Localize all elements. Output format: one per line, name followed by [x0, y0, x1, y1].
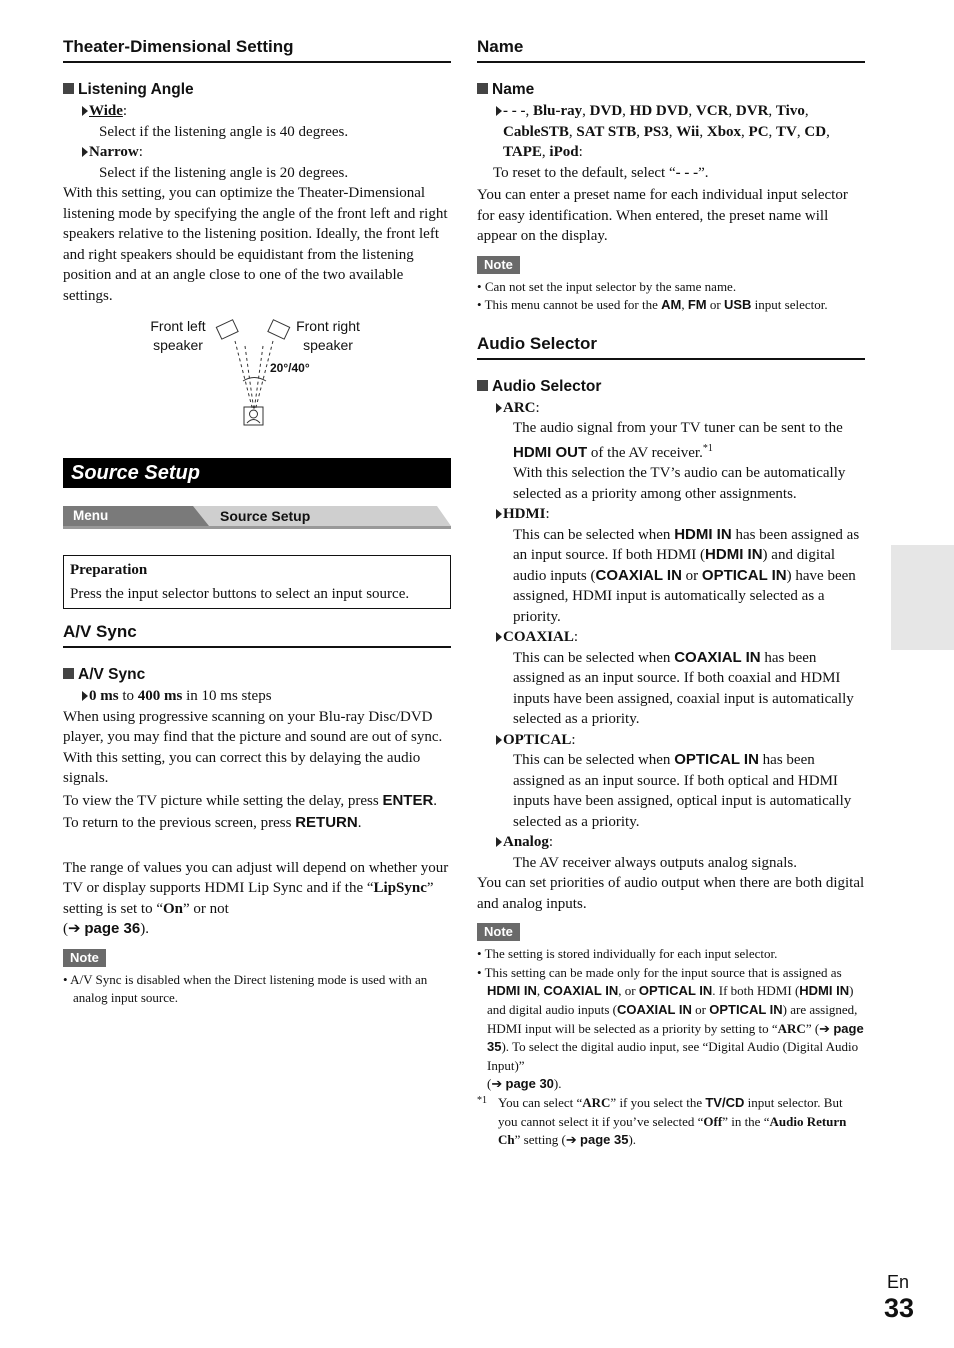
- triangle-bullet-icon: [82, 147, 88, 157]
- arrow-icon: ➔: [819, 1020, 831, 1036]
- name-option: Tivo: [775, 103, 805, 119]
- option-analog: Analog:: [477, 832, 865, 853]
- arc-desc: The audio signal from your TV tuner can be sent to the HDMI OUT of the AV receiver.$^{*1}$ With this selection the TV’s audio can be automatically selected as a priority among other assignments.: [513, 420, 846, 502]
- option-narrow: Narrow:: [63, 142, 451, 163]
- av-sync-heading: A/V Sync: [63, 621, 451, 648]
- narrow-desc: Select if the listening angle is 20 degrees.: [99, 164, 349, 181]
- name-option: DVD: [589, 103, 623, 119]
- footnote-1: *1 You can select “ARC” if you select the TV/CD input selector. But you cannot select it if you’ve selected “Off” in the “Audio Return Ch” setting (➔ page 35).: [477, 1094, 847, 1148]
- name-note2: • This menu cannot be used for the AM, FM or USB input selector.: [477, 297, 828, 313]
- option-range: 0 ms to 400 ms in 10 ms steps: [63, 686, 451, 707]
- listening-angle-subheading: Listening Angle: [63, 79, 451, 101]
- name-option: Wii: [676, 123, 700, 140]
- triangle-bullet-icon: [496, 837, 502, 847]
- name-option: CD: [804, 123, 827, 140]
- theater-heading: Theater-Dimensional Setting: [63, 36, 451, 63]
- option-optical: OPTICAL:: [477, 730, 865, 751]
- name-option: TAPE: [503, 144, 542, 160]
- option-arc: ARC:: [477, 398, 865, 419]
- preparation-box: [63, 555, 451, 609]
- front-right-label-2: speaker: [303, 336, 353, 353]
- side-tab: [891, 545, 954, 650]
- source-setup-banner: Source Setup: [63, 458, 451, 488]
- audio-body: You can set priorities of audio output when there are both digital and analog inputs.: [477, 875, 865, 912]
- audio-note2: • This setting can be made only for the input source that is assigned as HDMI IN, COAXIAL IN, or OPTICAL IN. If both HDMI (HDMI IN) and digital audio inputs (COAXIAL IN or OPTICAL IN) are assigned, HDMI input will be selected as a priority by setting to “ARC” (➔ page 35). To select the digital audio input, see “Digital Audio (Digital Audio Input)” (➔ page 30).: [477, 964, 864, 1092]
- hdmi-desc: This can be selected when HDMI IN has been assigned as an input source. If both HDMI (HDMI IN) and digital audio inputs (COAXIAL IN or OPTICAL IN) have been assigned, HDMI input is automatically selected as a priority.: [513, 525, 860, 625]
- av-sync-body1: When using progressive scanning on your Blu-ray Disc/DVD player, you may find that the picture and sound are out of sync. With this setting, you can correct this by delaying the audio signals.: [63, 708, 443, 786]
- name-heading: Name: [477, 36, 865, 63]
- name-option: DVR: [735, 103, 769, 119]
- option-hdmi: HDMI:: [477, 504, 865, 525]
- theater-body: With this setting, you can optimize the Theater-Dimensional listening mode by specifying the angle of the front left and right speakers relative to the listening position. Ideally, the front left and right speakers should be equidistant from the listening position and at an angle close to one of the two available settings.: [63, 185, 448, 304]
- language-label: En: [887, 1272, 910, 1292]
- note-badge: Note: [477, 923, 520, 941]
- name-option: PS3: [643, 123, 669, 140]
- arrow-icon: ➔: [68, 921, 81, 937]
- angle-label: 20°/40°: [270, 361, 310, 375]
- square-bullet-icon: [477, 83, 488, 94]
- wide-desc: Select if the listening angle is 40 degrees.: [99, 123, 349, 140]
- preparation-title: Preparation: [70, 562, 148, 578]
- name-option: - - -: [503, 103, 526, 119]
- name-option: Blu-ray: [533, 103, 583, 119]
- front-left-label-2: speaker: [153, 336, 203, 353]
- name-note1: • Can not set the input selector by the same name.: [477, 278, 737, 294]
- triangle-bullet-icon: [496, 735, 502, 745]
- triangle-bullet-icon: [82, 691, 88, 701]
- front-right-speaker-icon: [268, 320, 290, 339]
- name-option: iPod: [549, 144, 579, 160]
- audio-note1: • The setting is stored individually for each input selector.: [477, 946, 778, 962]
- arrow-icon: ➔: [491, 1076, 503, 1092]
- menu-label: Menu: [73, 508, 109, 523]
- page-number: 33: [884, 1293, 915, 1323]
- audio-selector-subheading: Audio Selector: [477, 376, 865, 398]
- front-right-label: Front right: [296, 318, 360, 334]
- front-left-label: Front left: [150, 318, 206, 334]
- right-column: [477, 36, 865, 1150]
- av-sync-body2: To view the TV picture while setting the delay, press ENTER.: [63, 791, 438, 809]
- triangle-bullet-icon: [496, 403, 502, 413]
- coaxial-desc: This can be selected when COAXIAL IN has been assigned as an input source. If both coaxial and HDMI inputs have been assigned, coaxial input is automatically selected as a priority.: [513, 648, 854, 728]
- av-sync-body3: To return to the previous screen, press RETURN.: [63, 814, 362, 831]
- front-left-speaker-icon: [216, 320, 238, 339]
- name-option: PC: [748, 123, 769, 140]
- audio-selector-heading: Audio Selector: [477, 333, 865, 360]
- triangle-bullet-icon: [82, 106, 88, 116]
- name-option: CableSTB: [503, 123, 569, 140]
- triangle-bullet-icon: [496, 106, 502, 116]
- optical-desc: This can be selected when OPTICAL IN has been assigned as an input source. If both optical and HDMI inputs have been assigned, optical input is automatically selected as a priority.: [513, 751, 852, 830]
- av-sync-body4: The range of values you can adjust will depend on whether your TV or display supports HDMI Lip Sync and if the “LipSync” setting is set to “On” or not (➔ page 36).: [63, 859, 449, 937]
- note-badge: Note: [477, 256, 520, 274]
- option-coaxial: COAXIAL:: [477, 627, 865, 648]
- name-option: Xbox: [706, 123, 742, 140]
- menu-source-setup: Source Setup: [220, 508, 311, 524]
- speaker-angle-diagram: [63, 306, 451, 458]
- preparation-body: Press the input selector buttons to select an input source.: [70, 585, 410, 602]
- square-bullet-icon: [63, 668, 74, 679]
- listener-icon: [244, 407, 263, 425]
- name-option: HD DVD: [629, 103, 689, 119]
- triangle-bullet-icon: [496, 632, 502, 642]
- note-badge: Note: [63, 949, 106, 967]
- speaker-diagram: [63, 306, 451, 458]
- arrow-icon: ➔: [565, 1132, 577, 1148]
- name-reset: To reset to the default, select “- - -”.: [493, 164, 709, 181]
- name-subheading: Name: [477, 79, 865, 101]
- triangle-bullet-icon: [496, 509, 502, 519]
- name-body: You can enter a preset name for each individual input selector for easy identification. When entered, the preset name will appear on the display.: [477, 187, 848, 244]
- av-sync-subheading: A/V Sync: [63, 664, 451, 686]
- square-bullet-icon: [63, 83, 74, 94]
- left-column: [63, 36, 451, 1008]
- menu-breadcrumb: [63, 506, 451, 529]
- av-sync-note1: • A/V Sync is disabled when the Direct listening mode is used with an analog input source.: [63, 971, 428, 1006]
- option-wide: Wide:: [63, 101, 451, 122]
- name-option: SAT STB: [576, 123, 637, 140]
- name-option: TV: [776, 123, 797, 140]
- square-bullet-icon: [477, 380, 488, 391]
- analog-desc: The AV receiver always outputs analog signals.: [513, 854, 797, 871]
- option-names: - - -, Blu-ray, DVD, HD DVD, VCR, DVR, Tivo, CableSTB, SAT STB, PS3, Wii, Xbox, PC, TV, CD, TAPE, iPod:: [477, 101, 865, 163]
- name-option: VCR: [695, 103, 729, 119]
